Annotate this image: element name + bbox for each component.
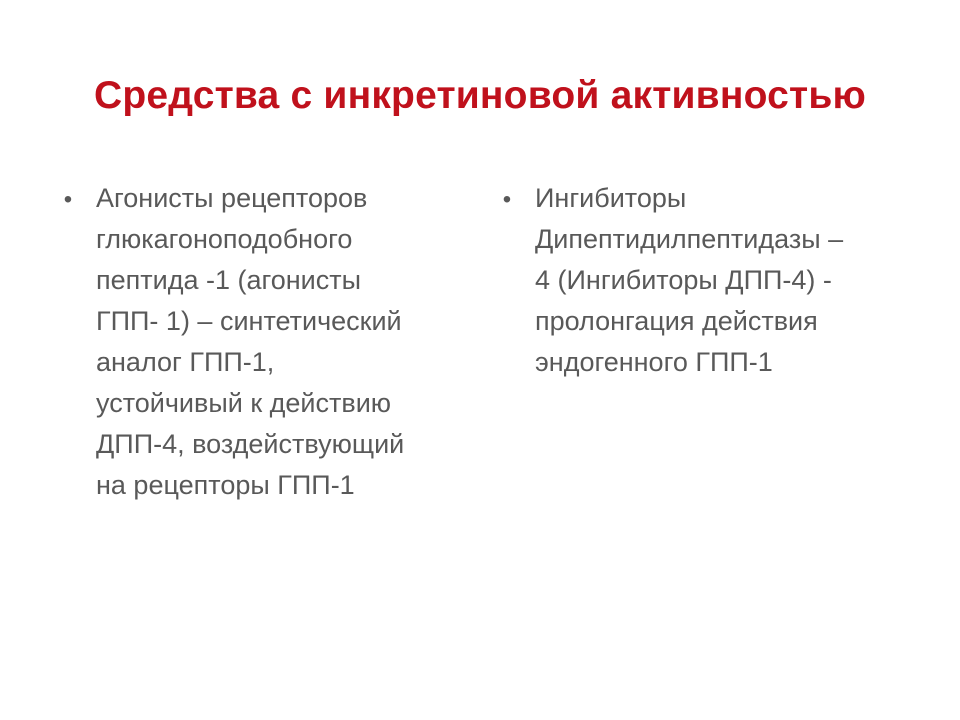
bullet-text-line: ГПП- 1) – синтетический xyxy=(96,306,402,336)
bullet-text-line: Ингибиторы xyxy=(535,183,687,213)
bullet-icon: • xyxy=(63,186,73,213)
slide-title: Средства с инкретиновой активностью xyxy=(93,74,866,117)
right-column xyxy=(497,178,917,383)
bullet-item-dpp4-inhibitors xyxy=(497,178,917,383)
bullet-item-incretin-agonists xyxy=(58,178,478,506)
bullet-text-line: ДПП-4, воздействующий xyxy=(96,429,405,459)
bullet-text-line: Дипептидилпептидазы – xyxy=(535,224,844,254)
bullet-text-line: на рецепторы ГПП-1 xyxy=(96,470,355,500)
bullet-text-line: устойчивый к действию xyxy=(96,388,392,418)
bullet-icon: • xyxy=(502,186,512,213)
bullet-text-line: пролонгация действия xyxy=(535,306,818,336)
bullet-text-line: глюкагоноподобного xyxy=(96,224,353,254)
bullet-text-line: 4 (Ингибиторы ДПП-4) - xyxy=(535,265,832,295)
bullet-text-line: эндогенного ГПП-1 xyxy=(535,347,773,377)
bullet-text-line: пептида -1 (агонисты xyxy=(96,265,362,295)
bullet-text-line: аналог ГПП-1, xyxy=(96,347,275,377)
left-column xyxy=(58,178,478,506)
bullet-text-line: Агонисты рецепторов xyxy=(96,183,368,213)
